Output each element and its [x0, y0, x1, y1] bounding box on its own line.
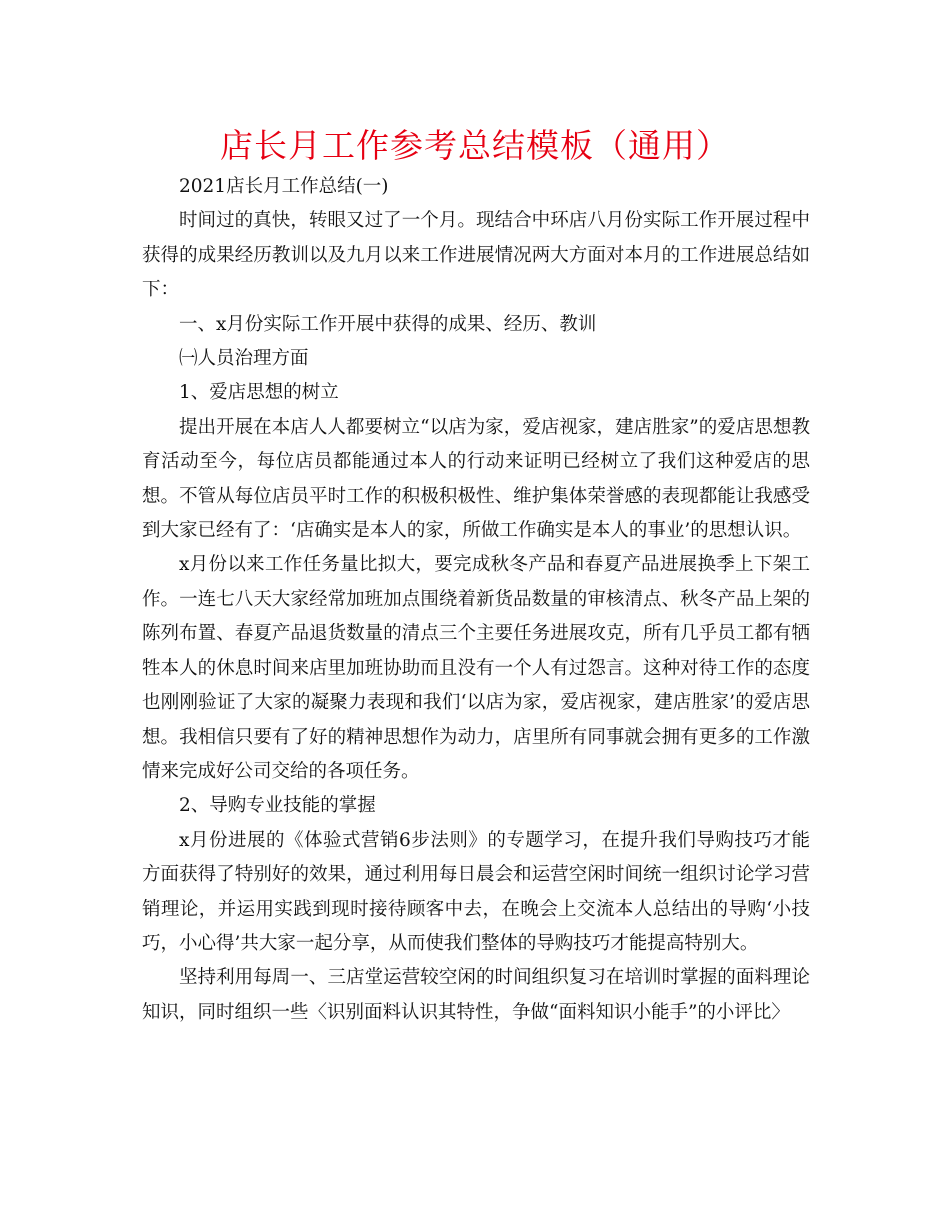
paragraph-subtitle: 2021店长月工作总结(一): [179, 176, 389, 197]
item-heading-2: 2、导购专业技能的掌握: [179, 795, 376, 817]
paragraph: x月份进展的《体验式营销6步法则》的专题学习，在提升我们导购技巧才能方面获得了特别好的效果，通过利用每日晨会和运营空闲时间统一组织讨论学习营销理论，并运用实践到现时接待顾客中去，在晚会上交流本人总结出的导购‘小技巧，小心得’共大家一起分享，从而使我们整体的导购技巧才能提高特别大。: [142, 829, 810, 954]
paragraph: 坚持利用每周一、三店堂运营较空闲的时间组织复习在培训时掌握的面料理论知识，同时组织一些〈识别面料认识其特性，争做“面料知识小能手”的小评比〉: [142, 967, 810, 1023]
paragraph: 提出开展在本店人人都要树立“以店为家，爱店视家，建店胜家”的爱店思想教育活动至今，每位店员都能通过本人的行动来证明已经树立了我们这种爱店的思想。不管从每位店员平时工作的积极积极性、维护集体荣誉感的表现都能让我感受到大家已经有了：‘店确实是本人的家，所做工作确实是本人的事业’的思想认识。: [142, 416, 810, 542]
document-title: 店长月工作参考总结模板（通用）: [220, 126, 730, 165]
document-body: [142, 170, 810, 1030]
paragraph-intro: 时间过的真快，转眼又过了一个月。现结合中环店八月份实际工作开展过程中获得的成果经历教训以及九月以来工作进展情况两大方面对本月的工作进展总结如下：: [142, 210, 810, 301]
subsection-heading-1: ㈠人员治理方面: [179, 348, 309, 370]
paragraph: x月份以来工作任务量比拟大，要完成秋冬产品和春夏产品进展换季上下架工作。一连七八天大家经常加班加点围绕着新货品数量的审核清点、秋冬产品上架的陈列布置、春夏产品退货数量的清点三个主要任务进展攻克，所有几乎员工都有牺牲本人的休息时间来店里加班协助而且没有一个人有过怨言。这种对待工作的态度也刚刚验证了大家的凝聚力表现和我们‘以店为家，爱店视家，建店胜家’的爱店思想。我相信只要有了好的精神思想作为动力，店里所有同事就会拥有更多的工作激情来完成好公司交给的各项任务。: [142, 554, 810, 782]
section-heading-1: 一、x月份实际工作开展中获得的成果、经历、教训: [179, 313, 597, 335]
item-heading-1: 1、爱店思想的树立: [179, 382, 339, 404]
